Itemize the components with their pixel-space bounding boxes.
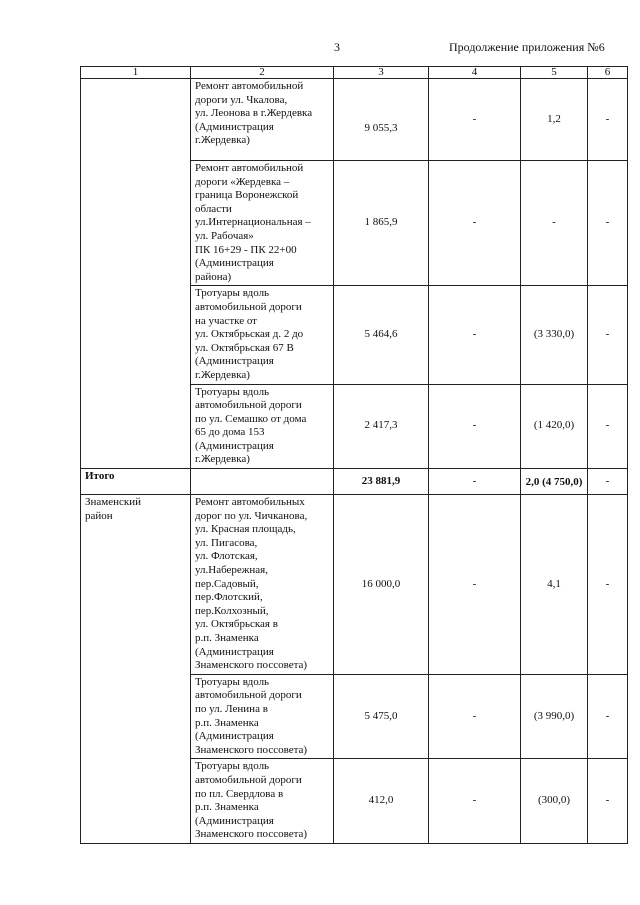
total-value: - (588, 469, 628, 495)
table-row (81, 495, 628, 675)
object-description: Ремонт автомобильных дорог по ул. Чичканова, ул. Красная площадь, ул. Пигасова, ул. Флотская, ул.Набережная, пер.Садовый, пер.Флотский, пер.Колхозный, ул. Октябрьская в р.п. Знаменка (Администрация Знаменского поссовета) (191, 495, 334, 675)
object-description: Ремонт автомобильной дороги «Жердевка – граница Воронежской области ул.Интернациональная – ул. Рабочая» ПК 16+29 - ПК 22+00 (Администрация района) (191, 161, 334, 286)
appendix-note: Продолжение приложения №6 (449, 40, 605, 54)
value-cell: - (588, 79, 628, 161)
object-description: Тротуары вдоль автомобильной дороги по ул. Ленина в р.п. Знаменка (Администрация Знаменского поссовета) (191, 674, 334, 759)
column-number: 2 (191, 67, 334, 79)
value-cell: - (429, 495, 521, 675)
district-cell (81, 79, 191, 469)
column-number: 4 (429, 67, 521, 79)
column-number: 3 (334, 67, 429, 79)
value-cell: - (588, 384, 628, 469)
object-description: Ремонт автомобильной дороги ул. Чкалова, ул. Леонова в г.Жердевка (Администрация г.Жердевка) (191, 79, 334, 161)
value-cell: - (429, 286, 521, 384)
value-cell: - (588, 286, 628, 384)
value-cell: - (429, 674, 521, 759)
value-cell: (3 330,0) (521, 286, 588, 384)
amount-cell: 5 475,0 (334, 674, 429, 759)
value-cell: 4,1 (521, 495, 588, 675)
amount-cell: 1 865,9 (334, 161, 429, 286)
value-cell: (3 990,0) (521, 674, 588, 759)
amount-cell: 412,0 (334, 759, 429, 844)
table-row (81, 79, 628, 161)
amount-cell: 2 417,3 (334, 384, 429, 469)
amount-cell: 16 000,0 (334, 495, 429, 675)
value-cell: - (588, 161, 628, 286)
value-cell: - (429, 161, 521, 286)
object-description: Тротуары вдоль автомобильной дороги на участке от ул. Октябрьская д. 2 до ул. Октябрьская 67 В (Администрация г.Жердевка) (191, 286, 334, 384)
value-cell: - (429, 79, 521, 161)
total-value: - (429, 469, 521, 495)
total-value-cell (521, 469, 588, 495)
page-number: 3 (334, 40, 340, 54)
total-value-line2: (4 750,0) (542, 475, 583, 488)
budget-table (80, 66, 628, 844)
amount-cell: 9 055,3 (334, 79, 429, 161)
empty-cell (191, 469, 334, 495)
amount-cell: 5 464,6 (334, 286, 429, 384)
value-cell: - (429, 384, 521, 469)
object-description: Тротуары вдоль автомобильной дороги по пл. Свердлова в р.п. Знаменка (Администрация Знаменского поссовета) (191, 759, 334, 844)
object-description: Тротуары вдоль автомобильной дороги по ул. Семашко от дома 65 до дома 153 (Администрация г.Жердевка) (191, 384, 334, 469)
value-cell: - (588, 495, 628, 675)
district-cell: Знаменский район (81, 495, 191, 844)
value-cell: - (429, 759, 521, 844)
total-row (81, 469, 628, 495)
total-label: Итого (81, 469, 191, 495)
value-cell: - (521, 161, 588, 286)
value-cell: (1 420,0) (521, 384, 588, 469)
value-cell: - (588, 759, 628, 844)
column-number: 5 (521, 67, 588, 79)
value-cell: (300,0) (521, 759, 588, 844)
value-cell: - (588, 674, 628, 759)
total-value-line1: 2,0 (525, 475, 540, 488)
column-number: 1 (81, 67, 191, 79)
value-cell: 1,2 (521, 79, 588, 161)
column-number: 6 (588, 67, 628, 79)
column-number-row (81, 67, 628, 79)
total-amount: 23 881,9 (334, 469, 429, 495)
